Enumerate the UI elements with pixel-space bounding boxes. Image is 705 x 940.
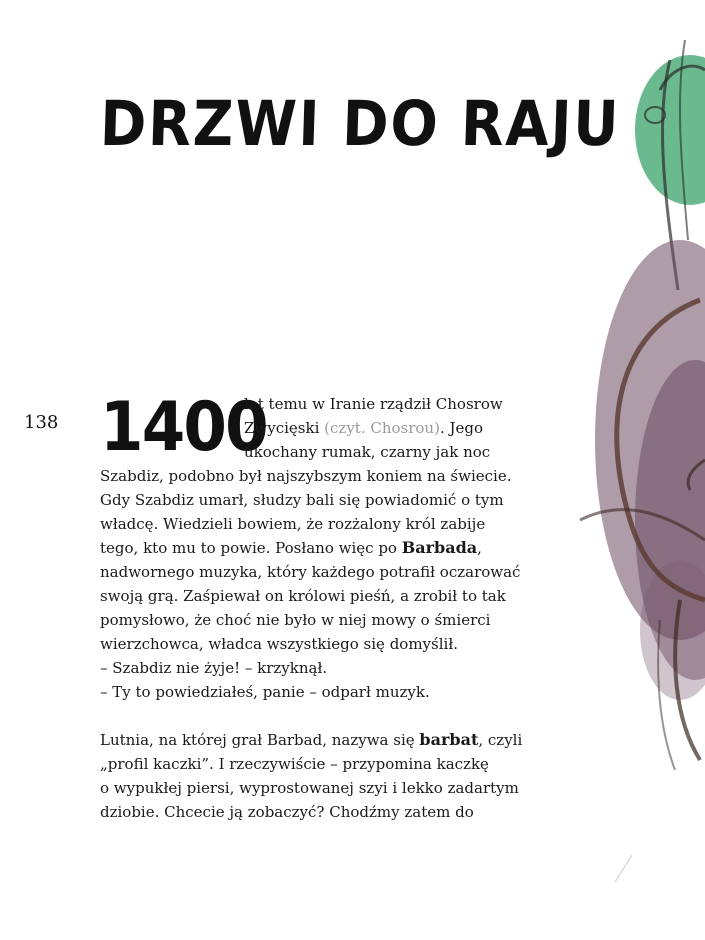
paragraph1-line: nadwornego muzyka, który każdego potrafił oczarować (100, 563, 521, 581)
dialogue-line: – Ty to powiedziałeś, panie – odparł muzyk. (100, 683, 430, 701)
paragraph1-line: swoją grą. Zaśpiewał on królowi pieśń, a zrobił to tak (100, 587, 506, 605)
text-run: Zwycięski (244, 419, 325, 437)
text-run: , czyli (478, 731, 523, 749)
paragraph2-line (100, 728, 522, 752)
pronunciation-note: (czyt. Chosrou) (324, 419, 440, 437)
paragraph1-line (244, 416, 483, 440)
paragraph2-line: o wypukłej piersi, wyprostowanej szyi i lekko zadartym (100, 779, 519, 797)
page-number: 138 (24, 412, 59, 433)
page-title: DRZWI DO RAJU (98, 87, 622, 160)
highlighted-name: Barbada (401, 538, 478, 557)
paragraph1-line: Szabdiz, podobno był najszybszym koniem na świecie. (100, 467, 512, 485)
paragraph1-line: Gdy Szabdiz umarł, słudzy bali się powiadomić o tym (100, 491, 504, 509)
paragraph1-line: lat temu w Iranie rządził Chosrow (244, 395, 503, 413)
text-run: tego, kto mu to powie. Posłano więc po (100, 539, 402, 557)
paragraph2-line: „profil kaczki”. I rzeczywiście – przypomina kaczkę (100, 755, 489, 773)
text-run: . Jego (439, 419, 484, 437)
text-run: , (477, 539, 482, 557)
paragraph1-line: władcę. Wiedzieli bowiem, że rozżalony król zabije (100, 515, 486, 533)
text-run: Lutnia, na której grał Barbad, nazywa się (100, 731, 420, 749)
dialogue-line: – Szabdiz nie żyje! – krzyknął. (100, 659, 328, 677)
paragraph2-line: dziobie. Chcecie ją zobaczyć? Chodźmy zatem do (100, 803, 474, 821)
drop-cap-year: 1400 (100, 388, 267, 467)
paragraph1-line (100, 536, 482, 560)
highlighted-term: barbat (419, 730, 479, 749)
paragraph1-line: ukochany rumak, czarny jak noc (244, 443, 491, 461)
paragraph1-line: pomysłowo, że choć nie było w niej mowy o śmierci (100, 611, 491, 629)
paragraph1-line: wierzchowca, władca wszystkiego się domyślił. (100, 635, 458, 653)
